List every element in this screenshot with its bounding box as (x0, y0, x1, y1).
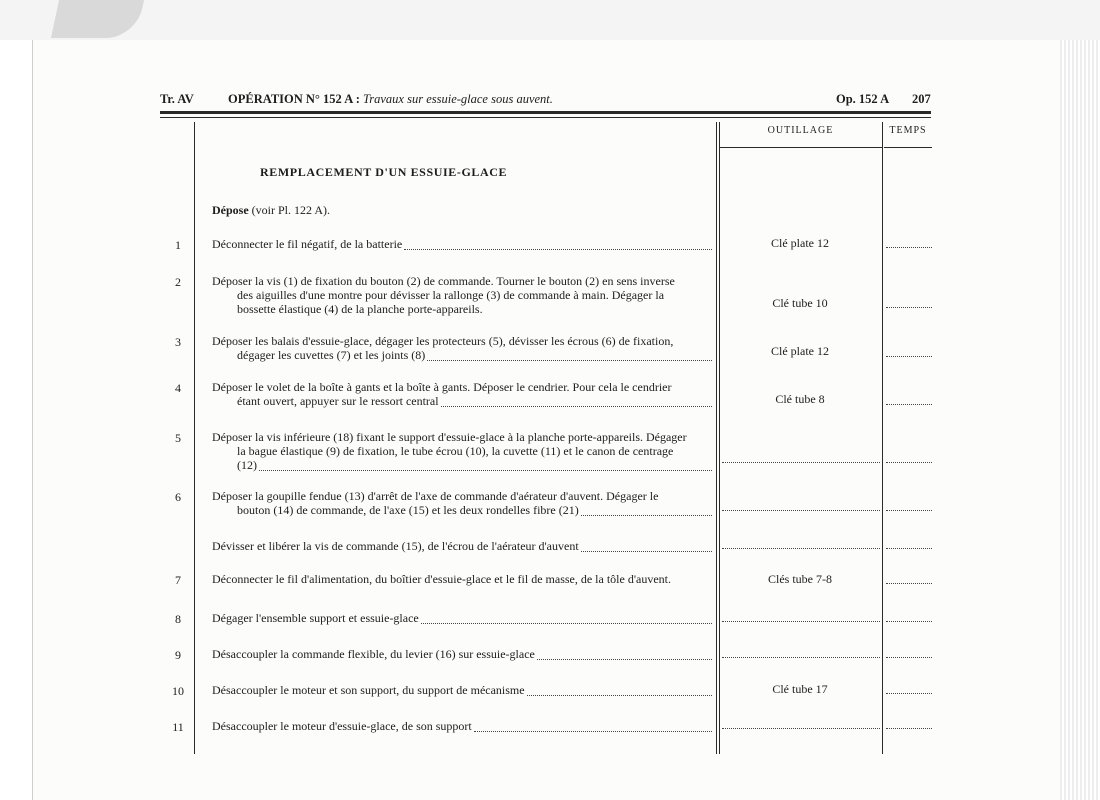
tools-column-rule-left-2 (719, 122, 720, 754)
step-text-line: Déconnecter le fil d'alimentation, du boîtier d'essuie-glace et le fil de masse, de la tôle d'auvent. (212, 572, 671, 586)
tool-value: Clé plate 12 (771, 236, 829, 250)
dot-leader (441, 406, 712, 407)
time-blank-dots (886, 621, 932, 622)
dot-leader (421, 623, 712, 624)
step-text-line: Dégager l'ensemble support et essuie-glace (212, 611, 419, 625)
tools-column-rule-left (716, 122, 717, 754)
time-blank-dots (886, 356, 932, 357)
dot-leader (404, 249, 712, 250)
step-text-line: Déposer les balais d'essuie-glace, dégager les protecteurs (5), dévisser les écrous (6) de fixation, (212, 334, 674, 348)
tool-value: Clé plate 12 (771, 344, 829, 358)
header-rule (160, 111, 931, 114)
time-blank-dots (886, 404, 932, 405)
tool-value: Clé tube 8 (775, 392, 825, 406)
tool-value: Clé tube 17 (772, 682, 828, 696)
step-number: 3 (175, 335, 181, 349)
step-number: 10 (172, 684, 184, 698)
time-blank-dots (886, 247, 932, 248)
header-rule-thin (160, 117, 931, 118)
time-blank-dots (886, 548, 932, 549)
dot-leader (527, 695, 712, 696)
step-text-line: Dévisser et libérer la vis de commande (15), de l'écrou de l'aérateur d'auvent (212, 539, 579, 553)
step-number: 7 (175, 573, 181, 587)
step-text-line: des aiguilles d'une montre pour dévisser la rallonge (3) de commande à main. Dégager la (237, 288, 665, 302)
step-text-line: Déposer le volet de la boîte à gants et la boîte à gants. Déposer le cendrier. Pour cela le cendrier (212, 380, 672, 394)
header-section: Tr. AV (160, 92, 194, 106)
section-title: REMPLACEMENT D'UN ESSUIE-GLACE (260, 165, 508, 179)
step-text-line: dégager les cuvettes (7) et les joints (8) (237, 348, 426, 362)
step-text-line: Désaccoupler la commande flexible, du levier (16) sur essuie-glace (212, 647, 535, 661)
step-text-line: étant ouvert, appuyer sur le ressort central (237, 394, 439, 408)
header-operation (228, 92, 553, 107)
column-header-time: TEMPS (889, 125, 927, 136)
tool-value: Clé tube 10 (772, 296, 828, 310)
step-number: 9 (175, 648, 181, 662)
tool-value: Clés tube 7-8 (768, 572, 832, 586)
step-text-line: Déposer la vis (1) de fixation du bouton (2) de commande. Tourner le bouton (2) en sens inverse (212, 274, 675, 288)
time-column-rule (882, 122, 883, 754)
tool-blank-dots (722, 728, 880, 729)
tool-blank-dots (722, 548, 880, 549)
dot-leader (537, 659, 712, 660)
header-ref: Op. 152 A (836, 92, 890, 106)
step-number: 8 (175, 612, 181, 626)
operation-prefix: OPÉRATION N° 152 A : (228, 92, 360, 106)
subsection-heading: Dépose (voir Pl. 122 A). (212, 203, 331, 217)
tool-blank-dots (722, 657, 880, 658)
step-number: 4 (175, 381, 181, 395)
page-edges (1060, 40, 1100, 800)
tool-blank-dots (722, 510, 880, 511)
step-number: 1 (175, 238, 181, 252)
tool-blank-dots (722, 621, 880, 622)
time-blank-dots (886, 462, 932, 463)
dot-leader (427, 360, 712, 361)
step-text-line: Déposer la vis inférieure (18) fixant le support d'essuie-glace à la planche porte-appareils. Dégager (212, 430, 687, 444)
time-blank-dots (886, 657, 932, 658)
scan-margin (0, 0, 1100, 40)
time-blank-dots (886, 728, 932, 729)
step-number: 6 (175, 490, 181, 504)
dot-leader (259, 470, 712, 471)
time-blank-dots (886, 510, 932, 511)
time-blank-dots (886, 693, 932, 694)
step-number: 11 (172, 720, 184, 734)
left-column-rule (194, 122, 195, 754)
step-text-line: Désaccoupler le moteur d'essuie-glace, de son support (212, 719, 472, 733)
operation-title: Travaux sur essuie-glace sous auvent. (363, 92, 553, 106)
step-text-line: bossette élastique (4) de la planche porte-appareils. (237, 302, 483, 316)
time-header-rule (884, 147, 932, 148)
dot-leader (581, 551, 712, 552)
step-text-line: Déconnecter le fil négatif, de la batterie (212, 237, 403, 251)
step-text-line: Désaccoupler le moteur et son support, du support de mécanisme (212, 683, 525, 697)
step-text-line: (12) (237, 458, 257, 472)
dot-leader (581, 515, 712, 516)
step-text-line: la bague élastique (9) de fixation, le tube écrou (10), la cuvette (11) et le canon de centrage (237, 444, 674, 458)
time-blank-dots (886, 583, 932, 584)
step-text-line: bouton (14) de commande, de l'axe (15) et les deux rondelles fibre (21) (237, 503, 579, 517)
step-number: 2 (175, 275, 181, 289)
tool-blank-dots (722, 462, 880, 463)
time-blank-dots (886, 307, 932, 308)
tools-header-rule (719, 147, 882, 148)
dot-leader (474, 731, 712, 732)
step-text-line: Déposer la goupille fendue (13) d'arrêt de l'axe de commande d'aérateur d'auvent. Dégager le (212, 489, 659, 503)
column-header-tools: OUTILLAGE (767, 125, 834, 136)
page-number: 207 (912, 92, 931, 106)
step-number: 5 (175, 431, 181, 445)
